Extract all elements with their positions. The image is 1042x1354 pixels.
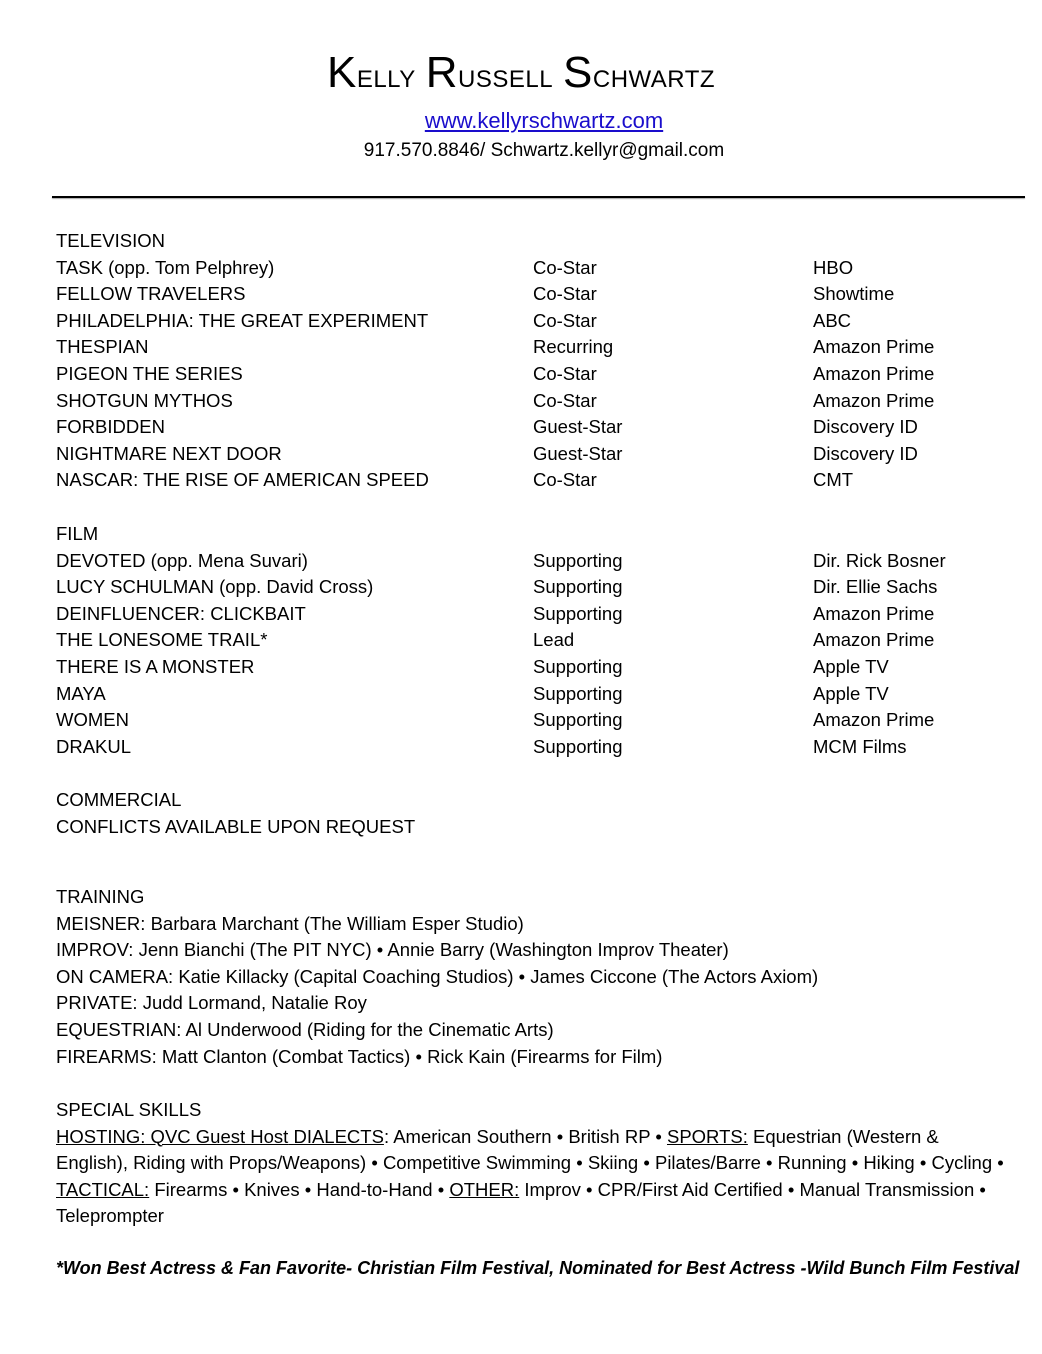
credit-role: Co-Star [533,283,597,305]
credit-director: Amazon Prime [813,629,935,651]
name-initial: R [425,48,458,97]
contact-separator: / [480,140,491,161]
credit-network: Amazon Prime [813,336,935,358]
other-colon: : [514,1178,520,1200]
hosting-label: HOSTING: [56,1125,146,1147]
training-text: Barbara Marchant (The William Esper Studio) [145,912,524,934]
website-link[interactable]: www.kellyrschwartz.com [424,108,664,133]
credit-row [56,414,1016,441]
skills-paragraph [56,1124,1006,1230]
credit-title: THE LONESOME TRAIL* [56,629,268,651]
credit-title: TASK (opp. Tom Pelphrey) [56,256,275,278]
credit-director: Dir. Ellie Sachs [813,576,938,598]
credit-role: Guest-Star [533,442,623,464]
credit-row [56,574,1016,601]
other-text: Improv • CPR/First Aid Certified • Manual Transmission • Teleprompter [56,1178,986,1227]
section-heading: SPECIAL SKILLS [56,1099,202,1120]
credit-title: NIGHTMARE NEXT DOOR [56,442,282,464]
credit-network: Discovery ID [813,416,918,438]
credit-row [56,308,1016,335]
credit-title: FELLOW TRAVELERS [56,283,246,305]
credit-director: Dir. Rick Bosner [813,549,946,571]
credit-role: Lead [533,629,575,651]
name-initial: S [563,48,593,97]
credit-title: PHILADELPHIA: THE GREAT EXPERIMENT [56,309,429,331]
credit-row [56,707,1016,734]
actor-name [0,48,1042,98]
training-text: Katie Killacky (Capital Coaching Studios) • James Ciccone (The Actors Axiom) [173,965,819,987]
credit-row [56,681,1016,708]
credit-network: Showtime [813,283,895,305]
credit-title: MAYA [56,682,106,704]
credit-row [56,627,1016,654]
credit-row [56,601,1016,628]
training-item [56,1017,1016,1044]
name-initial: K [326,48,357,97]
section-heading: TELEVISION [56,230,165,251]
credit-title: DEVOTED (opp. Mena Suvari) [56,549,308,571]
commercial-note: CONFLICTS AVAILABLE UPON REQUEST [56,815,416,837]
name-part: ussell [458,57,554,95]
credit-role: Supporting [533,549,623,571]
credit-role: Supporting [533,576,623,598]
training-item [56,990,1016,1017]
training-label: IMPROV: [56,939,134,961]
credit-director: MCM Films [813,735,907,757]
credit-row [56,281,1016,308]
training-item [56,964,1016,991]
credit-title: FORBIDDEN [56,416,165,438]
credit-title: SHOTGUN MYTHOS [56,389,233,411]
credit-title: DEINFLUENCER: CLICKBAIT [56,602,306,624]
sports-label: SPORTS: [666,1125,748,1147]
awards-footnote: *Won Best Actress & Fan Favorite- Christian Film Festival, Nominated for Best Actress -Wild Bunch Film Festival [56,1258,1020,1278]
training-item [56,911,1016,938]
name-part: chwartz [592,57,716,95]
credit-director: Amazon Prime [813,709,935,731]
credit-row [56,255,1016,282]
contact-line [0,140,1042,162]
credit-title: NASCAR: THE RISE OF AMERICAN SPEED [56,469,429,491]
film-section [56,521,1016,760]
training-label: MEISNER: [56,912,146,934]
credit-network: ABC [813,309,852,331]
credit-role: Co-Star [533,389,597,411]
section-heading: TRAINING [56,886,145,907]
credit-row [56,334,1016,361]
credit-row [56,734,1016,761]
credit-row [56,388,1016,415]
hosting-value: QVC Guest Host [145,1125,289,1147]
training-item [56,1044,1016,1071]
credit-role: Supporting [533,655,623,677]
training-label: FIREARMS: [56,1045,157,1067]
credit-role: Supporting [533,602,623,624]
credit-network: Amazon Prime [813,389,935,411]
commercial-section [56,787,1016,840]
credit-role: Co-Star [533,256,597,278]
credit-row [56,654,1016,681]
credit-network: CMT [813,469,854,491]
credit-role: Guest-Star [533,416,623,438]
credit-row [56,548,1016,575]
training-section [56,884,1016,1070]
credit-director: Apple TV [813,682,889,704]
training-text: Al Underwood (Riding for the Cinematic Arts) [181,1018,554,1040]
credit-role: Supporting [533,709,623,731]
tactical-label: TACTICAL: [56,1178,150,1200]
credit-role: Co-Star [533,309,597,331]
credit-row [56,441,1016,468]
credit-row [56,467,1016,494]
credit-director: Amazon Prime [813,602,935,624]
credit-role: Supporting [533,682,623,704]
credit-title: WOMEN [56,709,129,731]
section-heading: COMMERCIAL [56,789,182,810]
section-heading: FILM [56,523,99,544]
credit-director: Apple TV [813,655,889,677]
credit-row [56,361,1016,388]
credit-network: Amazon Prime [813,362,935,384]
training-label: ON CAMERA: [56,965,174,987]
special-skills-section [56,1097,1006,1230]
phone-number: 917.570.8846 [363,140,481,161]
email-address[interactable]: Schwartz.kellyr@gmail.com [490,140,725,161]
training-text: Judd Lormand, Natalie Roy [137,992,367,1014]
television-section [56,228,1016,494]
training-text: Jenn Bianchi (The PIT NYC) • Annie Barry (Washington Improv Theater) [133,939,729,961]
tactical-text: Firearms • Knives • Hand-to-Hand • [149,1178,450,1200]
dialects-label: DIALECTS [288,1125,384,1147]
training-label: PRIVATE: [56,992,138,1014]
credit-title: PIGEON THE SERIES [56,362,243,384]
credit-role: Recurring [533,336,614,358]
dialects-colon: : [383,1125,390,1147]
credit-role: Supporting [533,735,623,757]
header-divider [52,196,1025,198]
credit-role: Co-Star [533,469,597,491]
credit-network: Discovery ID [813,442,918,464]
credit-title: DRAKUL [56,735,132,757]
dialects-text: American Southern • British RP • [389,1125,667,1147]
other-label: OTHER [449,1178,515,1200]
credit-title: THERE IS A MONSTER [56,655,255,677]
credit-role: Co-Star [533,362,597,384]
training-label: EQUESTRIAN: [56,1018,182,1040]
name-part: elly [356,57,416,95]
sports-text: Equestrian (Western & English), Riding with Props/Weapons) • Competitive Swimming • Skiing • Pilates/Barre • Running • Hiking • Cycling • [56,1125,1004,1174]
credit-title: THESPIAN [56,336,149,358]
training-text: Matt Clanton (Combat Tactics) • Rick Kain (Firearms for Film) [156,1045,663,1067]
training-item [56,937,1016,964]
credit-network: HBO [813,256,854,278]
credit-title: LUCY SCHULMAN (opp. David Cross) [56,576,374,598]
